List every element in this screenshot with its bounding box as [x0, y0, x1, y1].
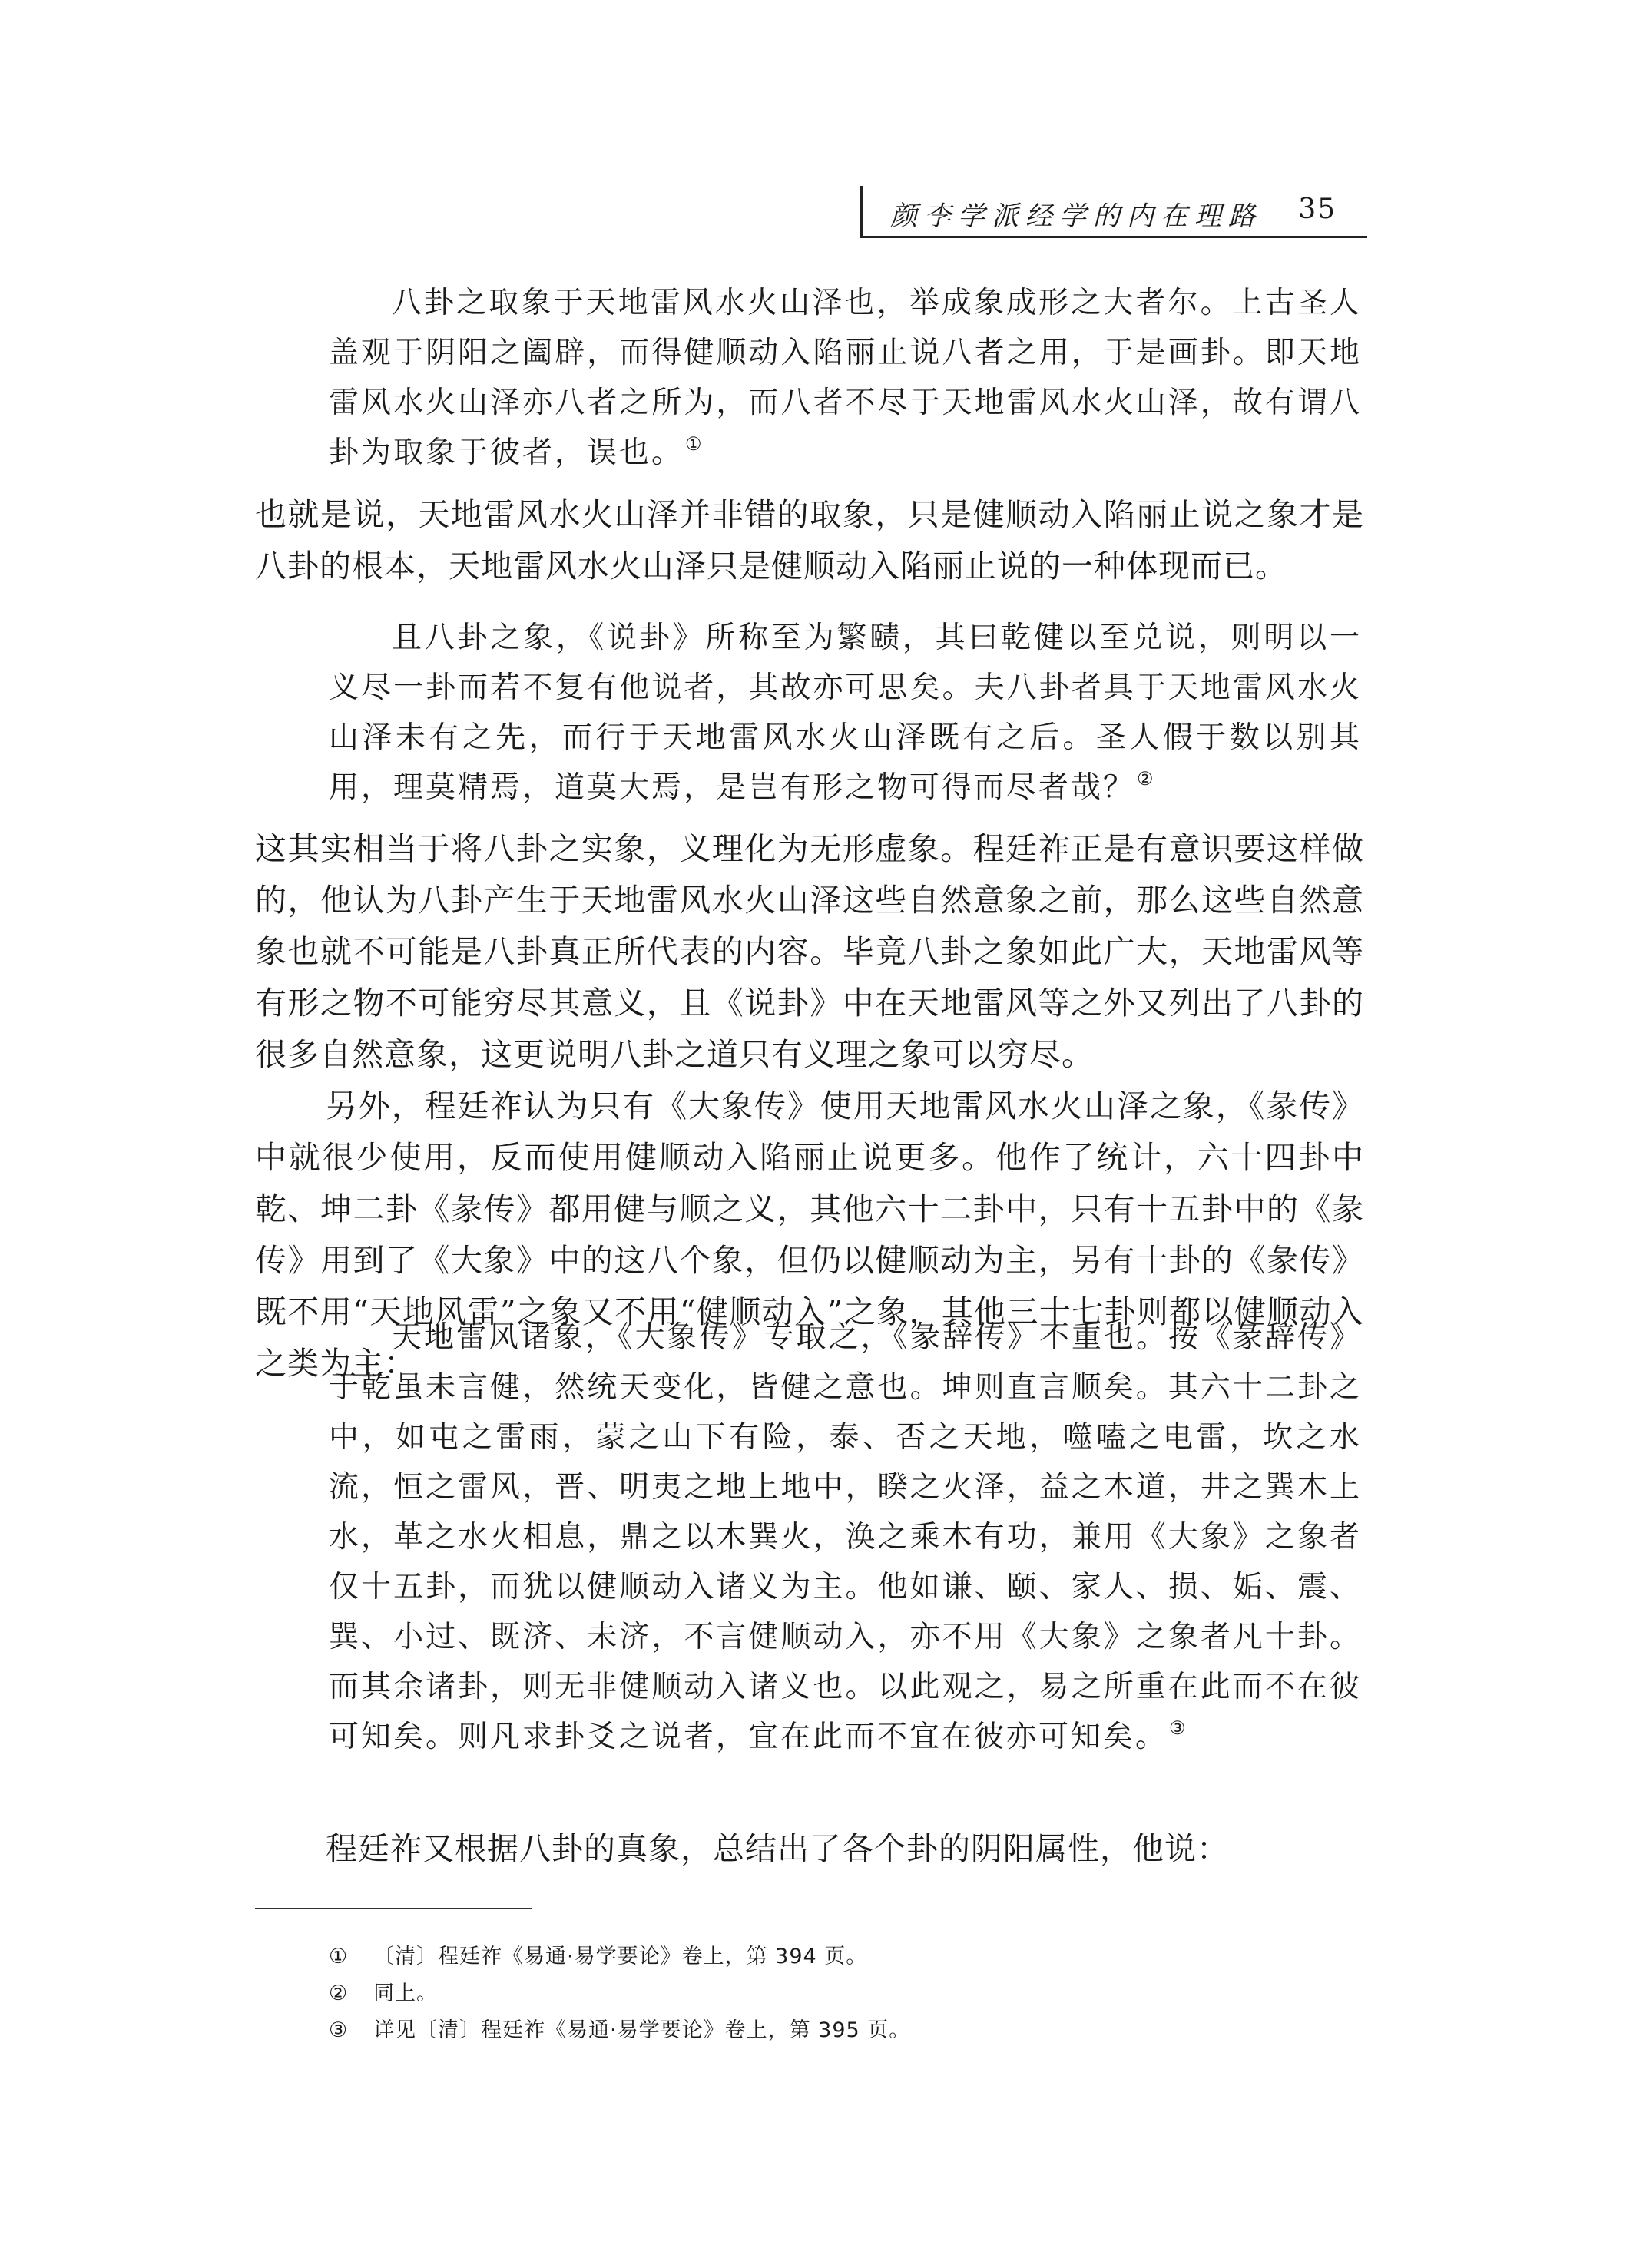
footnote-1 — [329, 1939, 1327, 1975]
footnote-text: 详见〔清〕程廷祚《易通·易学要论》卷上，第 395 页。 — [373, 2018, 911, 2042]
footnote-mark: ② — [329, 1982, 349, 2005]
footnote-mark: ③ — [329, 2018, 349, 2042]
paragraph-text: 这其实相当于将八卦之实象，义理化为无形虚象。程廷祚正是有意识要这样做的，他认为八卦产生于天地雷风水火山泽这些自然意象之前，那么这些自然意象也就不可能是八卦真正所代表的内容。毕竟八卦之象如此广大，天地雷风等有形之物不可能穷尽其意义，且《说卦》中在天地雷风等之外又列出了八卦的很多自然意象，这更说明八卦之道只有义理之象可以穷尽。 — [255, 830, 1364, 1073]
quote-paragraph — [329, 278, 1362, 478]
footnote-ref: ① — [685, 433, 704, 455]
paragraph-text: 也就是说，天地雷风水火山泽并非错的取象，只是健顺动入陷丽止说之象才是八卦的根本，天地雷风水火山泽只是健顺动入陷丽止说的一种体现而已。 — [255, 496, 1364, 584]
footnote-text: 同上。 — [373, 1982, 438, 2005]
footnote-ref: ③ — [1169, 1717, 1188, 1739]
body-paragraph-1 — [255, 489, 1364, 592]
quote-text: 且八卦之象，《说卦》所称至为繁赜，其曰乾健以至兑说，则明以一义尽一卦而若不复有他说者，其故亦可思矣。夫八卦者具于天地雷风水火山泽未有之先，而行于天地雷风水火山泽既有之后。圣人假于数以别其用，理莫精焉，道莫大焉，是岂有形之物可得而尽者哉？ — [329, 621, 1362, 805]
footnote-2 — [329, 1975, 1327, 2012]
page-number: 35 — [1298, 194, 1337, 225]
quote-paragraph — [329, 613, 1362, 813]
running-header — [860, 186, 1367, 238]
footnotes — [329, 1939, 1327, 2049]
quote-text: 天地雷风诸象，《大象传》专取之，《彖辞传》不重也。按《彖辞传》于乾虽未言健，然统天变化，皆健之意也。坤则直言顺矣。其六十二卦之中，如屯之雷雨，蒙之山下有险，泰、否之天地，噬嗑之电雷，坎之水流，恒之雷风，晋、明夷之地上地中，睽之火泽，益之木道，井之巽木上水，革之水火相息，鼎之以木巽火，涣之乘木有功，兼用《大象》之象者仅十五卦，而犹以健顺动入诸义为主。他如谦、颐、家人、损、姤、震、巽、小过、既济、未济，不言健顺动入，亦不用《大象》之象者凡十卦。而其余诸卦，则无非健顺动入诸义也。以此观之，易之所重在此而不在彼可知矣。则凡求卦爻之说者，宜在此而不宜在彼亦可知矣。 — [329, 1320, 1363, 1754]
quote-text: 八卦之取象于天地雷风水火山泽也，举成象成形之大者尔。上古圣人盖观于阴阳之阖辟，而得健顺动入陷丽止说八者之用，于是画卦。即天地雷风水火山泽亦八者之所为，而八者不尽于天地雷风水火山泽，故有谓八卦为取象于彼者，误也。 — [329, 286, 1362, 470]
paragraph-text: 程廷祚又根据八卦的真象，总结出了各个卦的阴阳属性，他说： — [326, 1830, 1229, 1867]
body-paragraph-2 — [255, 823, 1364, 1081]
block-quote-1 — [329, 278, 1362, 478]
block-quote-3 — [329, 1313, 1362, 1762]
running-title: 颜李学派经学的内在理路 — [890, 201, 1263, 232]
block-quote-2 — [329, 613, 1362, 813]
footnote-text: 〔清〕程廷祚《易通·易学要论》卷上，第 394 页。 — [373, 1945, 868, 1968]
quote-paragraph — [329, 1313, 1362, 1762]
footnote-divider — [255, 1908, 532, 1909]
footnote-mark: ① — [329, 1945, 349, 1968]
footnote-ref: ② — [1137, 768, 1156, 790]
paragraph-text: 另外，程廷祚认为只有《大象传》使用天地雷风水火山泽之象，《彖传》中就很少使用，反而使用健顺动入陷丽止说更多。他作了统计，六十四卦中乾、坤二卦《彖传》都用健与顺之义，其他六十二卦中，只有十五卦中的《彖传》用到了《大象》中的这八个象，但仍以健顺动为主，另有十卦的《彖传》既不用“天地风雷”之象又不用“健顺动入”之象，其他三十七卦则都以健顺动入之类为主： — [255, 1088, 1364, 1382]
footnote-3 — [329, 2012, 1327, 2049]
body-paragraph-4 — [255, 1823, 1364, 1875]
